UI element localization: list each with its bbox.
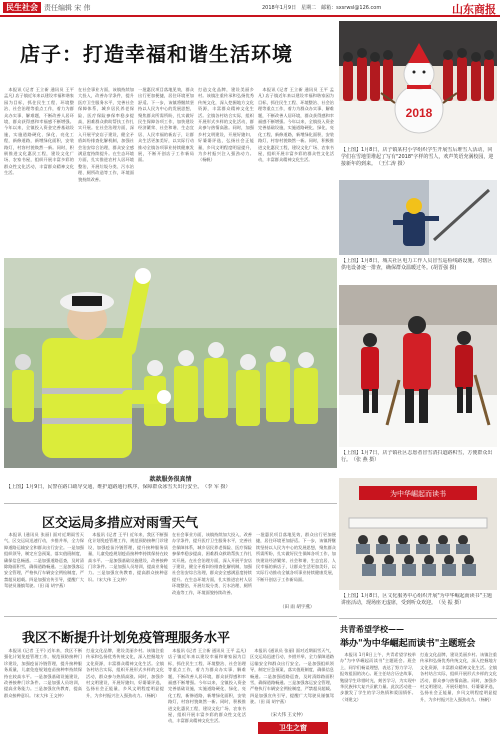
electrician-caption: 【上图】1月8日，城关社区电力工作人员冒雪巡检线路设施，对辖区供电设备逐一排查，确保群众温暖过冬。(胡晋强 摄) [341,258,493,271]
issue-date: 2018年1月9日 星期二 邮箱：sxsrwsl@126.com [262,5,382,11]
traffic-body-1: 本报讯 (通讯员 张丽) 面对近期雨雪天气，区交运局迅速行动，多措并举，全力保障道路运输安全和群众出行安全。一是加强组织领导，制定应急预案，落实值班制度，确保信息畅通。二是加强道路巡查，及时清除路面积雪，确保道路畅通。三是加强客运安全管理，严格执行车辆安全例检制度，严禁超员超载。四是加强宣传引导，提醒广大驾驶员谨慎驾驶。（田 雨 胡宇燕） [4,532,84,589]
snowman-photo [339,21,497,143]
service-byline: （宋大伟 王文仲） [268,713,306,718]
section-tag: 民生社会 [3,2,41,13]
school-body-2: 打造文化品牌，建设美丽乡村。该镇注重传承和弘扬优秀传统文化，深入挖掘地方文化资源，丰富群众精神文化生活。全镇各村结合实际，组织开展形式多样的文化活动，群众参与热情高涨。同时，加强乡村文明建设，开展好媳妇、好婆婆评选，弘扬社会正能量，乡风文明程度明显提升，为乡村振兴注入强劲动力。（杨帆） [420,652,497,702]
article-col-3: 一批惠民项目落地见效，群众出行更加便捷，居住环境更加舒适。下一步，该镇将继续坚持以人民为中心的发展思想，聚焦群众所需所盼，扎实做好民生保障各项工作，加快建设经济繁荣、社会和谐、生态宜居、人民幸福的新店子，让群众生活更加美好，以实际行动推动全镇各项事业持续健康发展，不断开创店子工作新局面。 [138,87,194,163]
article-col-1: 本报讯 (记者 王立新 通讯员 王平 孟凡) 店子镇近年来以建设幸福和谐家园为目标，抓住民生工程、环境整治、社会治理等重点工作，着力为群众办实事、解难题，不断改善人居环境，群众获得感和幸福感不断增强。今年以来，全镇投入资金完善基础设施，实施道路硬化、绿化、亮化工程，新修道路，新增绿化面积，安装路灯，村容村貌焕然一新。同时，积极推进文化惠民工程，建设文化广场、农家书屋，组织开展丰富多彩的群众性文化活动，丰富群众精神文化生活。 [4,87,74,176]
divider [4,503,337,504]
health-window-banner: 卫生之窗 [258,722,328,734]
traffic-byline: （田 雨 胡宇燕） [280,605,315,610]
service-headline: 我区不断提升计划免疫管理服务水平 [22,631,231,646]
meeting-banner-text: 为中华崛起而读书 [390,491,446,498]
service-body-3: 本报讯 (记者 王立新 通讯员 王平 孟凡) 店子镇近年来以建设幸福和谐家园为目标，抓住民生工程、环境整治、社会治理等重点工作，着力为群众办实事、解难题，不断改善人居环境，群众获得感和幸福感不断增强。今年以来，全镇投入资金完善基础设施，实施道路硬化、绿化、亮化工程，新修道路，新增绿化面积，安装路灯，村容村貌焕然一新。同时，积极推进文化惠民工程，建设文化广场、农家书屋，组织开展丰富多彩的群众性文化活动，丰富群众精神文化生活。 [168,648,246,724]
service-body-1: 本报讯 (记者 王平) 近年来，我区不断强化计划免疫管理工作，规范预防接种门诊建设，加强疫苗冷链管理，提升接种服务质量，儿童免疫规划疫苗接种率持续保持在较高水平。一是加强基础设施建设，改善接种门诊条件。二是加强人员培训，提高业务能力。三是加强宣传教育，提高群众接种意识。（宋大伟 王文仲） [4,648,82,698]
traffic-caption: 【上图】1月9日，民警在路口疏导交通，维护道路通行秩序，保障群众冰雪天出行安全。 （李 军 摄） [6,484,231,490]
service-body-4: 本报讯 (通讯员 张丽) 面对近期雨雪天气，区交运局迅速行动，多措并举，全力保障道路运输安全和群众出行安全。一是加强组织领导，制定应急预案，落实值班制度，确保信息畅通。二是加强道路巡查，及时清除路面积雪，确保道路畅通。三是加强客运安全管理，严格执行车辆安全例检制度，严禁超员超载。四是加强宣传引导，提醒广大驾驶员谨慎驾驶。（田 雨 胡宇燕） [250,648,334,705]
article-col-5: 本报讯 (记者 王立新 通讯员 王平 孟凡) 店子镇近年来以建设幸福和谐家园为目标，抓住民生工程、环境整治、社会治理等重点工作，着力为群众办实事、解难题，不断改善人居环境，群众获得感和幸福感不断增强。今年以来，全镇投入资金完善基础设施，实施道路硬化、绿化、亮化工程，新修道路，新增绿化面积，安装路灯，村容村貌焕然一新。同时，积极推进文化惠民工程，建设文化广场、农家书屋，组织开展丰富多彩的群众性文化活动，丰富群众精神文化生活。 [258,87,334,163]
traffic-photo-title: 款款服务很真情 [149,476,192,483]
divider [4,616,337,617]
school-headline-1: 共青希望学校—— [340,624,404,634]
lecture-photo [339,478,497,590]
traffic-police-photo [4,258,337,468]
article-col-4: 打造文化品牌，建设美丽乡村。该镇注重传承和弘扬优秀传统文化，深入挖掘地方文化资源，丰富群众精神文化生活。全镇各村结合实际，组织开展形式多样的文化活动，群众参与热情高涨。同时，加强乡村文明建设，开展好媳妇、好婆婆评选，弘扬社会正能量，乡风文明程度明显提升，为乡村振兴注入强劲动力。（杨帆） [198,87,254,163]
snowman-number: 2018 [405,106,433,120]
editor-line: 责任编辑 宋 伟 [44,4,91,12]
masthead-logo: 山东商报 [452,3,496,16]
sweeping-caption: 【上图】1月7日，店子镇社区志愿者冒雪清扫道路积雪，方便群众出行。 （张 燕 摄） [341,450,493,463]
traffic-body-3: 在社会事业方面，该镇持续加大投入，改善办学条件，提升医疗卫生服务水平，完善社会保障体系，城乡居民养老保险、医疗保险参保率稳步提高，困难群众救助帮扶工作扎实开展。在社会治理方面，深入开展平安店子建设，健全矛盾纠纷排查化解机制，加强社会治安综合治理，群众安全感满意度持续提升。在生态环境方面，扎实推进农村人居环境整治，开展垃圾分类、污水治理、厕所改造等工作，环境面貌持续改善。 [172,532,252,595]
school-body-1: 本报讯 1月8日上午，共青希望学校举办"为中华崛起而读书"主题班会。班会上，同学们畅谈理想，表达了努力学习、报效祖国的决心。班主任结合历史故事，勉励学生珍惜时光，刻苦学习，为实现中华民族伟大复兴贡献力量。此次活动进一步激发了学生的学习热情和爱国情怀。（刘建文） [340,652,416,702]
service-body-2: 打造文化品牌，建设美丽乡村。该镇注重传承和弘扬优秀传统文化，深入挖掘地方文化资源，丰富群众精神文化生活。全镇各村结合实际，组织开展形式多样的文化活动，群众参与热情高涨。同时，加强乡村文明建设，开展好媳妇、好婆婆评选，弘扬社会正能量，乡风文明程度明显提升，为乡村振兴注入强劲动力。（杨帆） [86,648,164,698]
traffic-body-4: 一批惠民项目落地见效，群众出行更加便捷，居住环境更加舒适。下一步，该镇将继续坚持以人民为中心的发展思想，聚焦群众所需所盼，扎实做好民生保障各项工作，加快建设经济繁荣、社会和谐、生态宜居、人民幸福的新店子，让群众生活更加美好，以实际行动推动全镇各项事业持续健康发展，不断开创店子工作新局面。 [256,532,336,582]
electrician-photo [339,180,497,255]
article-col-2: 在社会事业方面，该镇持续加大投入，改善办学条件，提升医疗卫生服务水平，完善社会保障体系，城乡居民养老保险、医疗保险参保率稳步提高，困难群众救助帮扶工作扎实开展。在社会治理方面，深入开展平安店子建设，健全矛盾纠纷排查化解机制，加强社会治安综合治理，群众安全感满意度持续提升。在生态环境方面，扎实推进农村人居环境整治，开展垃圾分类、污水治理、厕所改造等工作，环境面貌持续改善。 [78,87,134,182]
school-headline-2: 举办"为中华崛起而读书"主题班会 [340,639,476,649]
traffic-headline: 区交运局多措应对雨雪天气 [42,516,199,531]
main-headline: 店子：打造幸福和谐生活环境 [20,42,293,66]
snowman-caption: 【上图】1月8日，店子镇某村小学组织学生开展雪后堆雪人活动，同学们在雪地里堆起了写有"2018"字样的雪人，欢声笑语充满校园，迎接新年的到来。 （王仁涛 摄） [341,147,494,167]
traffic-body-2: 本报讯 (记者 王平) 近年来，我区不断强化计划免疫管理工作，规范预防接种门诊建设，加强疫苗冷链管理，提升接种服务质量，儿童免疫规划疫苗接种率持续保持在较高水平。一是加强基础设施建设，改善接种门诊条件。二是加强人员培训，提高业务能力。三是加强宣传教育，提高群众接种意识。（宋大伟 王文仲） [88,532,168,582]
divider [339,618,497,619]
sweeping-photo [339,285,497,447]
lecture-caption: 【上图】1月8日，区文化服务中心组织开展"为中华崛起而读书"主题讲座活动，现场座无虚席，受到听众欢迎。 （吴 振 摄） [341,593,492,606]
